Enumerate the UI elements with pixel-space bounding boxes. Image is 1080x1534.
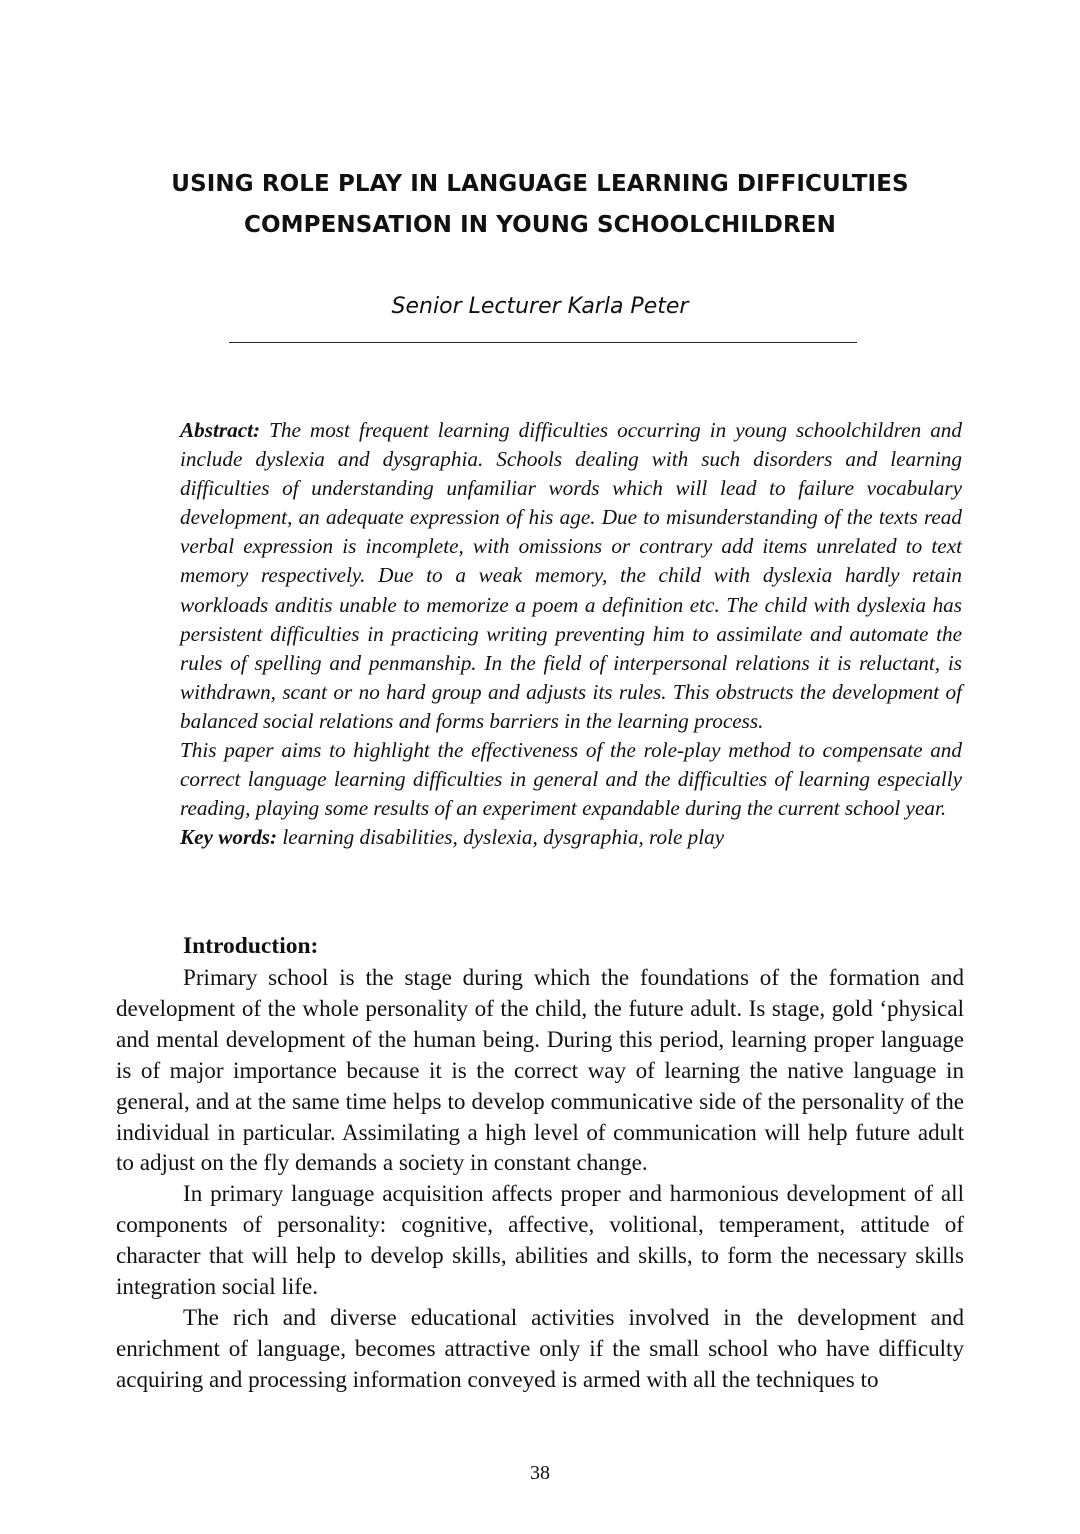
paper-title-line-1: USING ROLE PLAY IN LANGUAGE LEARNING DIFFICULTIES <box>171 171 909 197</box>
body-paragraph-3: The rich and diverse educational activities involved in the development and enrichment of language, becomes attractive only if the small school who have difficulty acquiring and processing information conveyed is armed with all the techniques to <box>116 1303 964 1392</box>
title-divider <box>229 342 857 343</box>
page-number: 38 <box>530 1462 550 1484</box>
abstract-paragraph <box>180 416 962 736</box>
introduction-heading: Introduction: <box>183 933 319 959</box>
abstract-paragraph-2: This paper aims to highlight the effectiveness of the role-play method to compensate and correct language learning difficulties in general and the difficulties of learning especially reading, playing some results of an experiment expandable during the current school year. <box>180 738 962 821</box>
abstract-block <box>180 416 962 852</box>
paper-title-line-2: COMPENSATION IN YOUNG SCHOOLCHILDREN <box>244 212 836 238</box>
introduction-body <box>116 962 964 1395</box>
body-paragraph-1: Primary school is the stage during which the foundations of the formation and development of the whole personality of the child, the future adult. Is stage, gold ‘physical and mental development of the human being. During this period, learning proper language is of major importance because it is the correct way of learning the native language in general, and at the same time helps to develop communicative side of the personality of the individual in particular. Assimilating a high level of communication will help future adult to adjust on the fly demands a society in constant change. <box>116 964 964 1176</box>
keywords-text: learning disabilities, dyslexia, dysgraphia, role play <box>277 825 725 850</box>
abstract-label: Abstract: <box>180 418 261 442</box>
abstract-text: The most frequent learning difficulties occurring in young schoolchildren and include dyslexia and dysgraphia. Schools dealing with such disorders and learning difficulties of understanding unfamiliar words which will lead to failure vocabulary development, an adequate expression of his age. Due to misunderstanding of the texts read verbal expression is incomplete, with omissions or contrary add items unrelated to text memory respectively. Due to a weak memory, the child with dyslexia hardly retain workloads anditis unable to memorize a poem a definition etc. The child with dyslexia has persistent difficulties in practicing writing preventing him to assimilate and automate the rules of spelling and penmanship. In the field of interpersonal relations it is reluctant, is withdrawn, scant or no hard group and adjusts its rules. This obstructs the development of balanced social relations and forms barriers in the learning process. <box>180 418 962 733</box>
keywords-line <box>180 823 962 852</box>
body-paragraph-2: In primary language acquisition affects proper and harmonious development of all components of personality: cognitive, affective, volitional, temperament, attitude of character that will help to develop skills, abilities and skills, to form the necessary skills integration social life. <box>116 1180 964 1300</box>
paper-title <box>100 164 980 246</box>
author-line: Senior Lecturer Karla Peter <box>391 294 689 319</box>
keywords-label: Key words: <box>180 825 278 850</box>
